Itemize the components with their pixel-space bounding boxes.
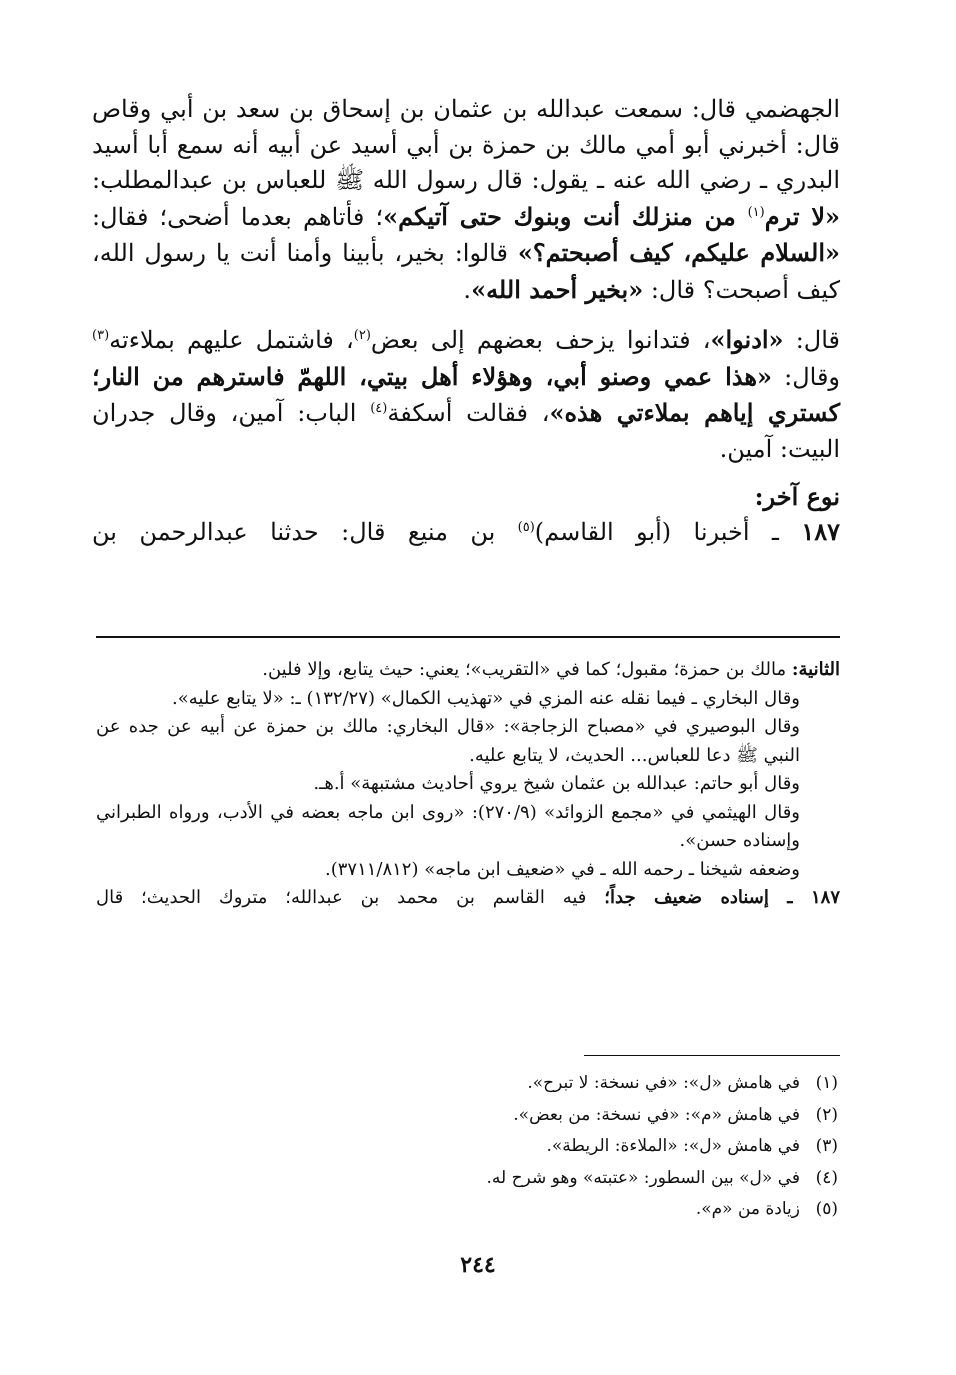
- text-run: قال:: [783, 326, 841, 354]
- text-run: ، فتدانوا يزحف بعضهم إلى بعض: [370, 326, 711, 354]
- note-5: وقال الهيثمي في «مجمع الزوائد» (٢٧٠/٩): «روى ابن ماجه بعضه في الأدب، ورواه الطبراني وإسناده حسن».: [96, 801, 800, 851]
- text-run: ، فاشتمل عليهم بملاءته: [109, 326, 354, 354]
- hadith-quote: من منزلك أنت وبنوك حتى آتيكم»: [383, 201, 748, 231]
- note-1: [96, 656, 840, 685]
- main-text: [92, 92, 840, 551]
- paragraph-2: [92, 322, 840, 467]
- text-run: .: [463, 275, 472, 304]
- note-2: وقال البخاري ـ فيما نقله عنه المزي في «تهذيب الكمال» (١٣٢/٢٧) ـ: «لا يتابع عليه».: [172, 687, 800, 709]
- footnote-text: في «ل» بين السطور: «عتبته» وهو شرح له.: [486, 1167, 800, 1188]
- text-run: بن منيع قال: حدثنا عبدالرحمن بن: [92, 518, 518, 546]
- footnote-item: [138, 1194, 838, 1226]
- paragraph-1: [92, 92, 840, 308]
- footnote-number: (١): [815, 1073, 838, 1093]
- note-7: [96, 884, 840, 913]
- footnote-text: في هامش «ل»: «في نسخة: لا تبرح».: [527, 1073, 800, 1093]
- hadith-quote: «لا ترم: [764, 201, 841, 231]
- footnote-ref: (١): [747, 204, 765, 220]
- note-label: ـ إسناده ضعيف جداً؛: [604, 887, 811, 908]
- text-run: ، فقالت أسكفة: [387, 399, 550, 427]
- hadith-quote: «السلام عليكم، كيف أصبحتم؟»: [517, 238, 840, 267]
- footnote-text: في هامش «م»: «في نسخة: من بعض».: [513, 1104, 800, 1125]
- text-run: مالك بن حمزة؛ مقبول؛ كما في «التقريب»؛ يعني: حيث يتابع، وإلا فلين.: [262, 659, 792, 680]
- hadith-quote: «هذا عمي وصنو أبي، وهؤلاء أهل بيتي، اللهمّ فاسترهم من النار؛ كستري إياهم بملاءتي هذه»: [92, 361, 840, 427]
- hadith-number: ١٨٧: [810, 887, 840, 908]
- hadith-number: ١٨٧: [801, 517, 841, 546]
- text-run: ـ أخبرنا (أبو القاسم): [534, 518, 802, 546]
- section-divider: [96, 636, 840, 638]
- text-run: قالوا: بخير، بأبينا وأمنا أنت يا رسول الله، كيف أصبحت؟ قال:: [92, 239, 840, 304]
- footnote-item: [138, 1163, 838, 1195]
- footnote-ref: (٢): [353, 328, 371, 343]
- footnote-number: (٤): [815, 1167, 838, 1188]
- footnote-number: (٢): [815, 1104, 838, 1125]
- note-4: وقال أبو حاتم: عبدالله بن عثمان شيخ يروي أحاديث مشتبهة» أ.هـ.: [313, 773, 800, 794]
- footnote-text: زيادة من «م».: [695, 1199, 800, 1219]
- text-run: فيه القاسم بن محمد بن عبدالله؛ متروك الحديث؛ قال: [96, 887, 605, 908]
- hadith-quote: «ادنوا»: [710, 325, 784, 354]
- footnote-divider: [584, 1055, 840, 1056]
- footnote-ref: (٥): [517, 520, 535, 535]
- text-run: وقال:: [772, 362, 841, 391]
- text-run: الجهضمي قال: سمعت عبدالله بن عثمان بن إسحاق بن سعد بن أبي وقاص قال: أخبرني أبو أمي مالك بن حمزة بن أبي أسيد عن أبيه أنه سمع أبا أسيد البدري ـ رضي الله عنه ـ يقول: قال رسول الله ﷺ للعباس بن عبدالمطلب:: [92, 95, 840, 194]
- text-run: الباب: آمين، وقال جدران البيت: آمين.: [92, 399, 840, 463]
- footnote-ref: (٣): [92, 328, 110, 343]
- note-label: الثانية:: [791, 659, 840, 680]
- footnote-number: (٥): [815, 1199, 838, 1219]
- hadith-quote: «بخير أحمد الله»: [471, 274, 644, 304]
- footnote-ref: (٤): [370, 401, 388, 416]
- note-3: وقال البوصيري في «مصباح الزجاجة»: «قال البخاري: مالك بن حمزة عن أبيه عن جده عن النبي ﷺ دعا للعباس... الحديث، لا يتابع عليه.: [96, 716, 800, 766]
- commentary-notes: [96, 656, 840, 913]
- paragraph-3: [92, 514, 840, 551]
- note-6: وضعفه شيخنا ـ رحمه الله ـ في «ضعيف ابن ماجه» (٣٧١١/٨١٢).: [324, 858, 800, 880]
- footnote-number: (٣): [815, 1136, 838, 1156]
- footnotes: [138, 1068, 838, 1226]
- footnote-item: [138, 1068, 838, 1100]
- footnote-item: [138, 1100, 838, 1132]
- footnote-text: في هامش «ل»: «الملاءة: الريطة».: [546, 1136, 800, 1156]
- page-number: ٢٤٤: [460, 1252, 496, 1278]
- footnote-item: [138, 1131, 838, 1163]
- text-run: ؛ فأتاهم بعدما أضحى؛ فقال:: [92, 202, 384, 231]
- section-heading: نوع آخر:: [754, 482, 840, 511]
